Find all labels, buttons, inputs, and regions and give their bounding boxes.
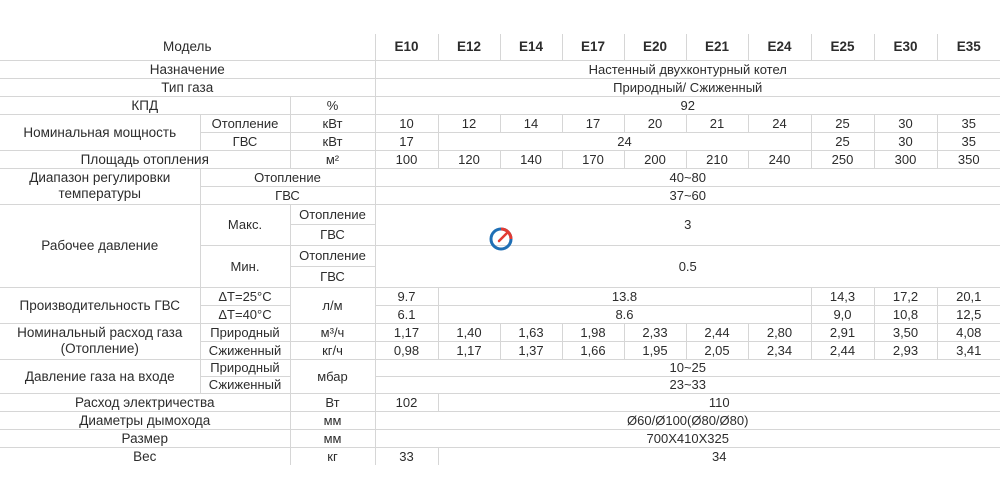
dhw-output-dt40-value: 9,0 <box>811 305 874 323</box>
heated-area-row <box>0 150 1000 168</box>
dhw-output-unit: л/м <box>290 287 375 323</box>
model-name: E20 <box>624 34 686 60</box>
inlet-pressure-label: Давление газа на входе <box>0 359 200 393</box>
heated-area-value: 300 <box>874 150 937 168</box>
rated-power-heating-value: 25 <box>811 114 874 132</box>
rated-power-heating-value: 17 <box>562 114 624 132</box>
pressure-max-dhw-label: ГВС <box>290 224 375 245</box>
dimensions-row <box>0 429 1000 447</box>
dhw-output-label: Производительность ГВС <box>0 287 200 323</box>
gas-consumption-lpg-value: 2,05 <box>686 341 748 359</box>
rated-power-heating-value: 12 <box>438 114 500 132</box>
gas-type-label: Тип газа <box>0 78 375 96</box>
flue-diameter-row <box>0 411 1000 429</box>
model-name: E12 <box>438 34 500 60</box>
flue-diameter-unit: мм <box>290 411 375 429</box>
efficiency-unit: % <box>290 96 375 114</box>
weight-value: 34 <box>438 447 1000 465</box>
gas-consumption-natural-value: 1,40 <box>438 323 500 341</box>
inlet-pressure-natural-row <box>0 359 1000 376</box>
header-row <box>0 34 1000 60</box>
efficiency-value: 92 <box>375 96 1000 114</box>
heated-area-label: Площадь отопления <box>0 150 290 168</box>
inlet-pressure-unit: мбар <box>290 359 375 393</box>
rated-power-dhw-value: 24 <box>438 132 811 150</box>
model-header-label: Модель <box>0 34 375 60</box>
temp-range-heating-value: 40~80 <box>375 168 1000 186</box>
gas-consumption-natural-value: 2,91 <box>811 323 874 341</box>
model-name: E24 <box>748 34 811 60</box>
weight-label: Вес <box>0 447 290 465</box>
dhw-output-dt40-value: 10,8 <box>874 305 937 323</box>
power-consumption-row <box>0 393 1000 411</box>
gas-consumption-lpg-value: 1,17 <box>438 341 500 359</box>
gas-consumption-natural-value: 1,63 <box>500 323 562 341</box>
inlet-pressure-natural-value: 10~25 <box>375 359 1000 376</box>
gauge-logo-icon <box>487 225 515 253</box>
rated-power-dhw-value: 35 <box>937 132 1000 150</box>
weight-row <box>0 447 1000 465</box>
rated-power-dhw-unit: кВт <box>290 132 375 150</box>
dhw-output-dt25-value: 9.7 <box>375 287 438 305</box>
gas-consumption-natural-unit: м³/ч <box>290 323 375 341</box>
heated-area-value: 200 <box>624 150 686 168</box>
inlet-pressure-natural-label: Природный <box>200 359 290 376</box>
rated-power-dhw-label: ГВС <box>200 132 290 150</box>
dimensions-value: 700X410X325 <box>375 429 1000 447</box>
power-consumption-value: 110 <box>438 393 1000 411</box>
weight-value: 33 <box>375 447 438 465</box>
heated-area-value: 120 <box>438 150 500 168</box>
heated-area-value: 240 <box>748 150 811 168</box>
power-consumption-unit: Вт <box>290 393 375 411</box>
heated-area-value: 350 <box>937 150 1000 168</box>
pressure-min-value: 0.5 <box>375 245 1000 287</box>
rated-power-heating-row <box>0 114 1000 132</box>
gas-consumption-lpg-value: 2,93 <box>874 341 937 359</box>
weight-unit: кг <box>290 447 375 465</box>
rated-power-heating-value: 30 <box>874 114 937 132</box>
power-consumption-value: 102 <box>375 393 438 411</box>
dhw-output-dt40-value: 6.1 <box>375 305 438 323</box>
model-name: E35 <box>937 34 1000 60</box>
rated-power-heating-value: 10 <box>375 114 438 132</box>
dhw-output-dt25-value: 17,2 <box>874 287 937 305</box>
gas-consumption-natural-label: Природный <box>200 323 290 341</box>
purpose-row <box>0 60 1000 78</box>
dhw-output-dt25-value: 14,3 <box>811 287 874 305</box>
rated-power-heating-unit: кВт <box>290 114 375 132</box>
gas-consumption-natural-value: 2,80 <box>748 323 811 341</box>
heated-area-value: 250 <box>811 150 874 168</box>
heated-area-value: 100 <box>375 150 438 168</box>
heated-area-value: 140 <box>500 150 562 168</box>
gas-consumption-lpg-label: Сжиженный <box>200 341 290 359</box>
rated-power-heating-label: Отопление <box>200 114 290 132</box>
pressure-max-heating-row <box>0 204 1000 224</box>
heated-area-value: 210 <box>686 150 748 168</box>
pressure-max-label: Макс. <box>200 204 290 245</box>
purpose-value: Настенный двухконтурный котел <box>375 60 1000 78</box>
dhw-output-dt25-value: 20,1 <box>937 287 1000 305</box>
flue-diameter-label: Диаметры дымохода <box>0 411 290 429</box>
gas-consumption-natural-row <box>0 323 1000 341</box>
rated-power-dhw-value: 30 <box>874 132 937 150</box>
gas-consumption-natural-value: 3,50 <box>874 323 937 341</box>
rated-power-heating-value: 21 <box>686 114 748 132</box>
gas-consumption-natural-value: 4,08 <box>937 323 1000 341</box>
power-consumption-label: Расход электричества <box>0 393 290 411</box>
gas-consumption-lpg-value: 1,37 <box>500 341 562 359</box>
pressure-min-dhw-label: ГВС <box>290 266 375 287</box>
dhw-output-dt25-value: 13.8 <box>438 287 811 305</box>
pressure-max-value: 3 <box>375 204 1000 245</box>
gas-consumption-lpg-value: 1,95 <box>624 341 686 359</box>
temp-range-label: Диапазон регулировки температуры <box>0 168 200 204</box>
heated-area-value: 170 <box>562 150 624 168</box>
efficiency-label: КПД <box>0 96 290 114</box>
rated-power-heating-value: 20 <box>624 114 686 132</box>
efficiency-row <box>0 96 1000 114</box>
pressure-min-heating-label: Отопление <box>290 245 375 266</box>
gas-consumption-natural-value: 1,17 <box>375 323 438 341</box>
pressure-max-heating-label: Отопление <box>290 204 375 224</box>
dhw-output-dt25-row <box>0 287 1000 305</box>
pressure-label: Рабочее давление <box>0 204 200 287</box>
heated-area-unit: м² <box>290 150 375 168</box>
gas-consumption-natural-value: 2,33 <box>624 323 686 341</box>
rated-power-heating-value: 14 <box>500 114 562 132</box>
gas-consumption-lpg-unit: кг/ч <box>290 341 375 359</box>
temp-range-heating-row <box>0 168 1000 186</box>
gas-consumption-natural-value: 1,98 <box>562 323 624 341</box>
temp-range-dhw-value: 37~60 <box>375 186 1000 204</box>
gas-consumption-natural-value: 2,44 <box>686 323 748 341</box>
gas-type-row <box>0 78 1000 96</box>
gas-consumption-label: Номинальный расход газа (Отопление) <box>0 323 200 359</box>
gas-consumption-lpg-value: 2,34 <box>748 341 811 359</box>
model-name: E21 <box>686 34 748 60</box>
dhw-output-dt25-label: ΔT=25°C <box>200 287 290 305</box>
dhw-output-dt40-value: 12,5 <box>937 305 1000 323</box>
dimensions-label: Размер <box>0 429 290 447</box>
model-name: E25 <box>811 34 874 60</box>
rated-power-dhw-value: 25 <box>811 132 874 150</box>
dhw-output-dt40-label: ΔT=40°C <box>200 305 290 323</box>
rated-power-heating-value: 35 <box>937 114 1000 132</box>
inlet-pressure-lpg-label: Сжиженный <box>200 376 290 393</box>
temp-range-heating-label: Отопление <box>200 168 375 186</box>
rated-power-heating-value: 24 <box>748 114 811 132</box>
model-name: E14 <box>500 34 562 60</box>
model-name: E17 <box>562 34 624 60</box>
model-name: E10 <box>375 34 438 60</box>
flue-diameter-value: Ø60/Ø100(Ø80/Ø80) <box>375 411 1000 429</box>
pressure-min-label: Мин. <box>200 245 290 287</box>
gas-consumption-lpg-value: 3,41 <box>937 341 1000 359</box>
model-name: E30 <box>874 34 937 60</box>
gas-type-value: Природный/ Сжиженный <box>375 78 1000 96</box>
gas-consumption-lpg-value: 2,44 <box>811 341 874 359</box>
temp-range-dhw-label: ГВС <box>200 186 375 204</box>
inlet-pressure-lpg-value: 23~33 <box>375 376 1000 393</box>
dimensions-unit: мм <box>290 429 375 447</box>
gas-consumption-lpg-value: 0,98 <box>375 341 438 359</box>
rated-power-label: Номинальная мощность <box>0 114 200 150</box>
rated-power-dhw-value: 17 <box>375 132 438 150</box>
gas-consumption-lpg-value: 1,66 <box>562 341 624 359</box>
purpose-label: Назначение <box>0 60 375 78</box>
dhw-output-dt40-value: 8.6 <box>438 305 811 323</box>
